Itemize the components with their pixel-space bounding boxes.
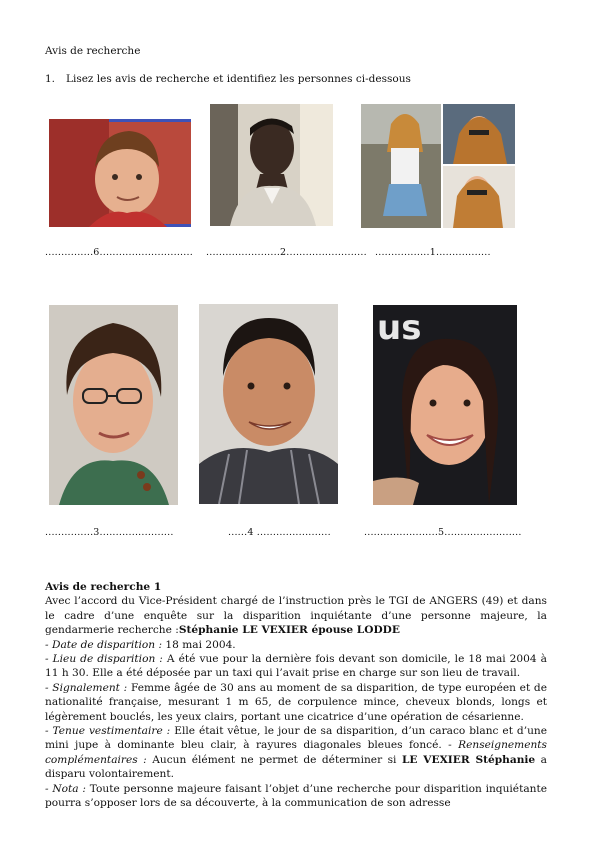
notice-text bbox=[45, 580, 547, 811]
place-value: A été vue pour la dernière fois devant son domicile, le 18 mai 2004 à 11 h 30. Elle a été déposée par un taxi qui l’avait prise en charge sur son lieu de travail. bbox=[45, 653, 548, 680]
instruction-number: 1. bbox=[45, 73, 56, 85]
instruction-text: Lisez les avis de recherche et identifiez les personnes ci-dessous bbox=[66, 73, 411, 85]
woman-glasses-photo bbox=[49, 305, 178, 505]
clothing-label: - Tenue vestimentaire : bbox=[45, 725, 171, 738]
man-smiling-photo bbox=[199, 304, 338, 504]
woman-smiling-photo bbox=[373, 305, 517, 505]
description-value: Femme âgée de 30 ans au moment de sa disparition, de type européen et de nationalité française, mesurant 1 m 65, de corpulence mince, cheveux blonds, longs et légèrement bouclés, les yeux clairs, portant une cicatrice d’une opération de césarienne. bbox=[45, 681, 547, 723]
description-label: - Signalement : bbox=[45, 681, 128, 694]
answer-line-3[interactable]: .................1................. bbox=[375, 247, 491, 258]
answer-line-1[interactable]: ...............6............................. bbox=[45, 247, 193, 258]
woman-collage-photo bbox=[361, 104, 515, 228]
missing-person-name: Stéphanie LE VEXIER épouse LODDE bbox=[178, 624, 400, 637]
nota-value: Toute personne majeure faisant l’objet d’une recherche pour disparition inquiétante pourra s’opposer lors de sa découverte, à la communication de son adresse bbox=[45, 782, 547, 810]
extra-info-value: Aucun élément ne permet de déterminer si bbox=[146, 753, 402, 766]
boy-photo bbox=[49, 119, 191, 227]
background-sign-text: us bbox=[377, 308, 422, 348]
nota-label: - Nota : bbox=[45, 782, 86, 795]
answer-line-2[interactable]: .......................2......................... bbox=[206, 247, 367, 258]
answer-line-4[interactable]: ...............3....................... bbox=[45, 527, 174, 538]
man-photo bbox=[210, 104, 333, 226]
extra-info-end: a disparu volontairement. bbox=[45, 753, 547, 781]
extra-info-name: LE VEXIER Stéphanie bbox=[401, 753, 536, 766]
notice-heading: Avis de recherche 1 bbox=[45, 581, 162, 593]
date-label: - Date de disparition : bbox=[45, 638, 163, 651]
document-title: Avis de recherche bbox=[45, 45, 141, 57]
place-label: - Lieu de disparition : bbox=[45, 653, 163, 666]
answer-line-6[interactable]: .......................5........................ bbox=[364, 527, 522, 538]
extra-info-label: - Renseignements complémentaires : bbox=[45, 739, 547, 766]
clothing-value: Elle était vêtue, le jour de sa disparition, d’un caraco blanc et d’une mini jupe à dominante bleu clair, à rayures diagonales bleues foncé. bbox=[45, 725, 547, 752]
notice-intro: Avec l’accord du Vice-Président chargé de l’instruction près le TGI de ANGERS (49) et dans le cadre d’une enquête sur la disparition inquiétante d’une personne majeure, la gendarmerie recherche : bbox=[45, 595, 547, 637]
date-value: 18 mai 2004. bbox=[162, 638, 236, 651]
answer-line-5[interactable]: ......4 ....................... bbox=[228, 527, 331, 538]
